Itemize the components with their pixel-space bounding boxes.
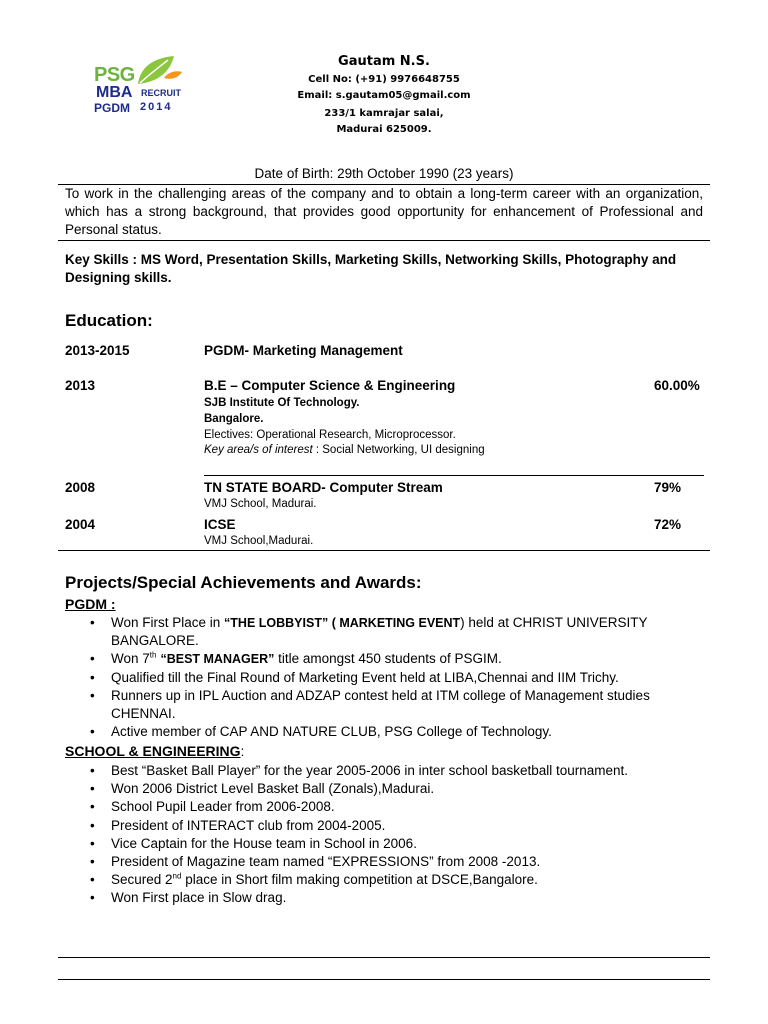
edu-title: B.E – Computer Science & Engineering	[204, 378, 456, 393]
edu-school: VMJ School,Madurai.	[204, 535, 314, 547]
logo-psg-text: PSG	[94, 64, 135, 86]
pgdm-achievements-list	[90, 614, 710, 741]
divider	[58, 240, 710, 241]
edu-title: PGDM- Marketing Management	[204, 343, 403, 358]
pgdm-heading: PGDM :	[65, 596, 116, 612]
list-item: • Active member of CAP AND NATURE CLUB, PSG College of Technology.	[90, 723, 710, 741]
list-item: • Vice Captain for the House team in School in 2006.	[90, 835, 710, 853]
logo-year-text: 2014	[140, 101, 173, 113]
list-item: • Secured 2nd place in Short film making competition at DSCE,Bangalore.	[90, 871, 710, 889]
date-of-birth: Date of Birth: 29th October 1990 (23 years)	[254, 166, 514, 181]
list-item: • School Pupil Leader from 2006-2008.	[90, 798, 710, 816]
edu-title: ICSE	[204, 517, 236, 532]
list-item: • Qualified till the Final Round of Marketing Event held at LIBA,Chennai and IIM Trichy.	[90, 669, 710, 687]
edu-year: 2004	[65, 517, 96, 532]
email-address: Email: s.gautam05@gmail.com	[297, 90, 471, 101]
interest-value: : Social Networking, UI designing	[312, 444, 485, 456]
divider	[58, 550, 710, 551]
list-item: • President of Magazine team named “EXPRESSIONS” from 2008 -2013.	[90, 853, 710, 871]
school-achievements-list	[90, 762, 710, 908]
list-item: • Won 7th “BEST MANAGER” title amongst 450 students of PSGIM.	[90, 650, 710, 668]
edu-institute: SJB Institute Of Technology.	[204, 397, 360, 409]
edu-year: 2008	[65, 480, 96, 495]
logo-pgdm-text: PGDM	[94, 101, 130, 115]
interest-label: Key area/s of interest	[204, 444, 313, 456]
list-item: • Best “Basket Ball Player” for the year 2005-2006 in inter school basketball tournament.	[90, 762, 710, 780]
edu-title: TN STATE BOARD- Computer Stream	[204, 480, 443, 495]
career-objective: To work in the challenging areas of the company and to obtain a long-term career with an organization, which has a strong background, that provides good opportunity for enhancement of Professional and Personal status.	[65, 186, 703, 237]
edu-year: 2013	[65, 378, 96, 393]
list-item: • President of INTERACT club from 2004-2005.	[90, 817, 710, 835]
edu-score: 79%	[654, 480, 682, 495]
address-line-2: Madurai 625009.	[336, 124, 432, 135]
address-line-1: 233/1 kamrajar salai,	[324, 108, 444, 119]
divider	[58, 979, 710, 980]
education-heading: Education:	[65, 311, 153, 330]
key-skills: Key Skills : MS Word, Presentation Skills, Marketing Skills, Networking Skills, Photography and Designing skills.	[65, 252, 677, 285]
leaf-icon	[134, 52, 184, 88]
edu-score: 60.00%	[654, 378, 700, 393]
school-engineering-heading: SCHOOL & ENGINEERING:	[65, 743, 245, 759]
logo-mba-text: MBA	[96, 84, 133, 101]
list-item: • Won First Place in “THE LOBBYIST” ( MARKETING EVENT) held at CHRIST UNIVERSITY BANGALORE.	[90, 614, 710, 650]
psg-mba-logo	[94, 52, 202, 124]
edu-electives: Electives: Operational Research, Microprocessor.	[204, 429, 456, 441]
edu-year: 2013-2015	[65, 343, 130, 358]
edu-interest	[204, 442, 485, 458]
divider	[58, 957, 710, 958]
edu-school: VMJ School, Madurai.	[204, 498, 317, 510]
projects-heading: Projects/Special Achievements and Awards:	[65, 573, 422, 592]
list-item: • Won 2006 District Level Basket Ball (Zonals),Madurai.	[90, 780, 710, 798]
candidate-name: Gautam N.S.	[338, 54, 430, 69]
edu-city: Bangalore.	[204, 413, 264, 425]
edu-score: 72%	[654, 517, 682, 532]
list-item: • Runners up in IPL Auction and ADZAP contest held at ITM college of Management studies CHENNAI.	[90, 687, 710, 723]
list-item: • Won First place in Slow drag.	[90, 889, 710, 907]
logo-recruit-text: RECRUIT	[141, 88, 181, 98]
cell-number: Cell No: (+91) 9976648755	[308, 74, 460, 85]
divider	[204, 475, 704, 476]
